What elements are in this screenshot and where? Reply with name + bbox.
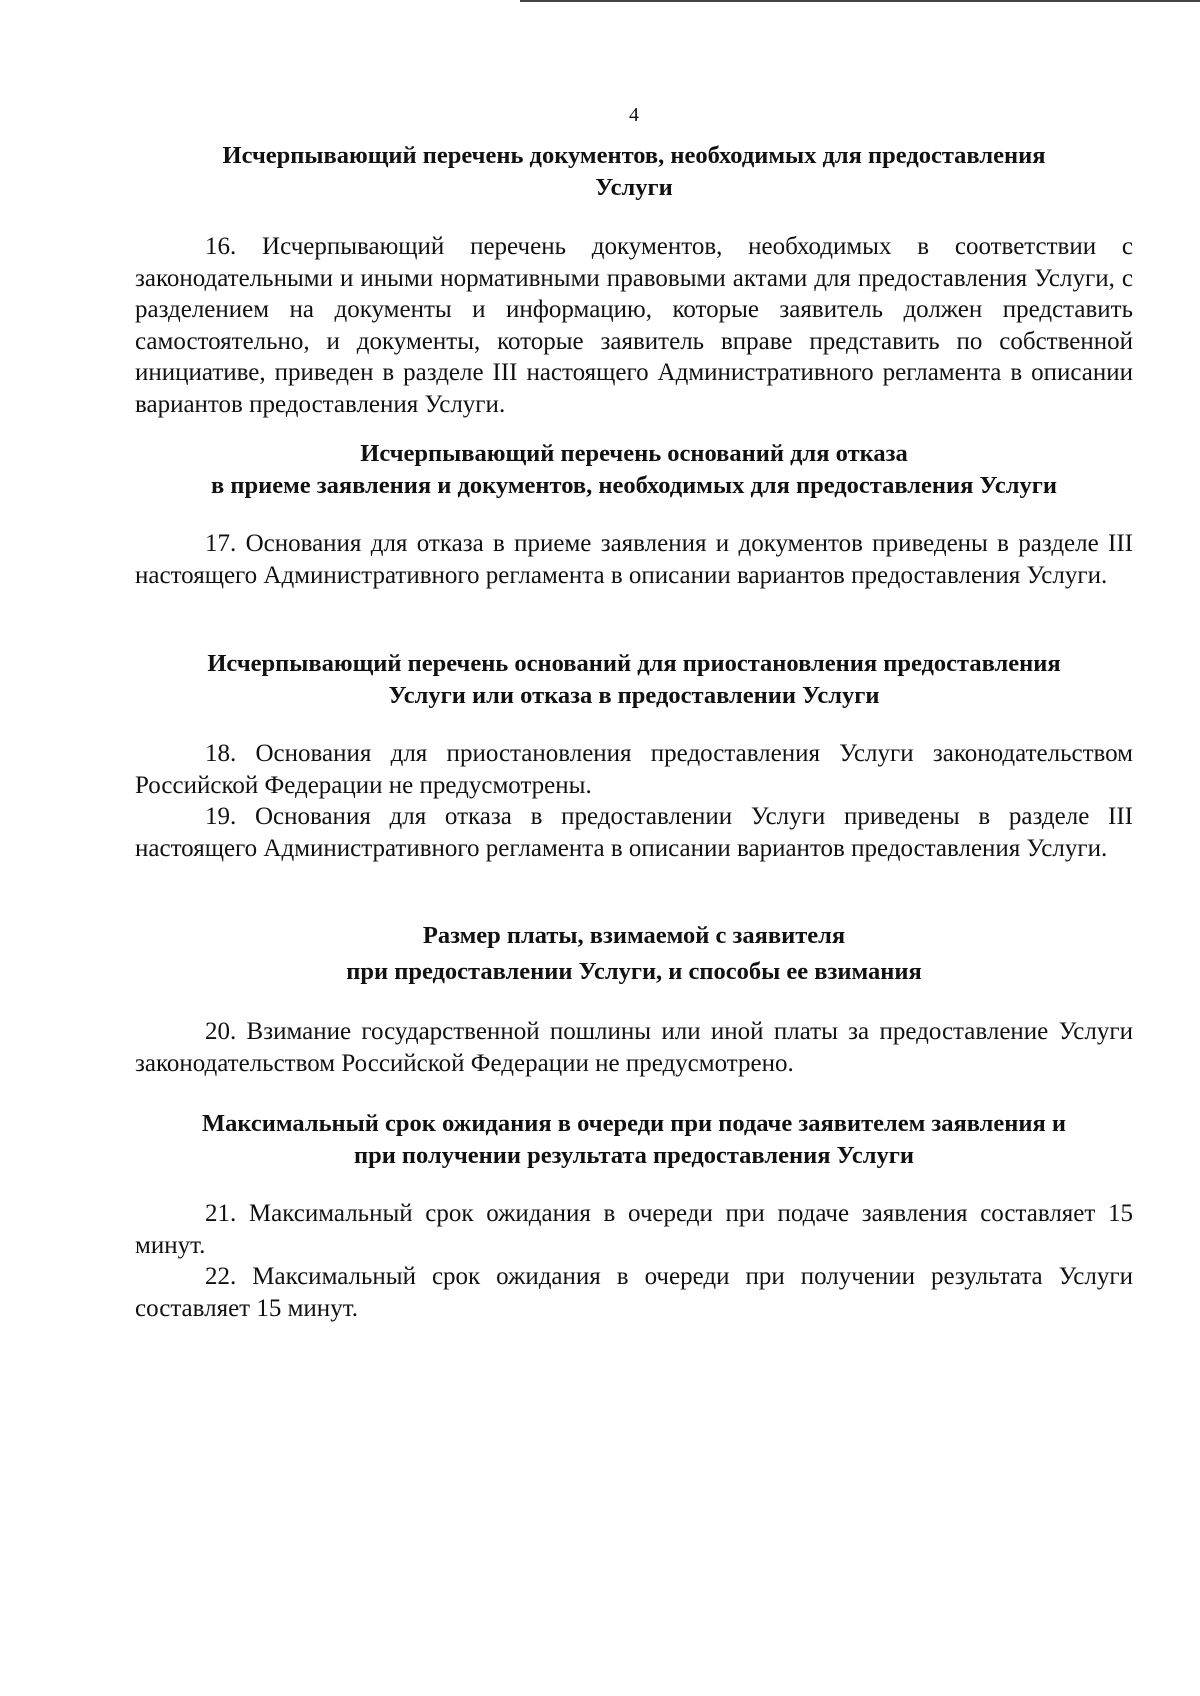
heading-line: при получении результата предоставления Услуги bbox=[353, 1142, 915, 1169]
heading-line: Исчерпывающий перечень документов, необходимых для предоставления bbox=[222, 142, 1046, 169]
heading-line: при предоставлении Услуги, и способы ее взимания bbox=[346, 958, 922, 985]
paragraph-17: 17. Основания для отказа в приеме заявления и документов приведены в разделе III настоящего Административного регламента в описании вариантов предоставления Услуги. bbox=[135, 530, 1133, 589]
section-heading bbox=[135, 918, 1133, 990]
paragraph-22: 22. Максимальный срок ожидания в очереди при получении результата Услуги составляет 15 минут. bbox=[135, 1263, 1133, 1322]
heading-line: в приеме заявления и документов, необходимых для предоставления Услуги bbox=[211, 472, 1057, 499]
section-heading bbox=[135, 1108, 1133, 1172]
heading-line: Исчерпывающий перечень оснований для приостановления предоставления bbox=[207, 650, 1061, 677]
section-heading bbox=[135, 438, 1133, 502]
section-waiting-time bbox=[135, 1108, 1133, 1324]
document-page bbox=[135, 0, 1133, 1696]
section-refusal-acceptance bbox=[135, 438, 1133, 591]
section-fees bbox=[135, 918, 1133, 1079]
paragraph-18: 18. Основания для приостановления предоставления Услуги законодательством Российской Федерации не предусмотрены. bbox=[135, 740, 1133, 799]
section-heading bbox=[135, 648, 1133, 712]
heading-line: Размер платы, взимаемой с заявителя bbox=[422, 922, 846, 949]
heading-line: Максимальный срок ожидания в очереди при подаче заявителем заявления и bbox=[201, 1110, 1067, 1137]
paragraph-16: 16. Исчерпывающий перечень документов, необходимых в соответствии с законодательными и иными нормативными правовыми актами для предоставления Услуги, с разделением на документы и информацию, которые заявитель должен представить самостоятельно, и документы, которые заявитель вправе представить по собственной инициативе, приведен в разделе III настоящего Административного регламента в описании вариантов предоставления Услуги. bbox=[135, 233, 1133, 418]
page-number: 4 bbox=[629, 104, 639, 126]
paragraph-20: 20. Взимание государственной пошлины или иной платы за предоставление Услуги законодательством Российской Федерации не предусмотрено. bbox=[135, 1018, 1133, 1077]
paragraph-21: 21. Максимальный срок ожидания в очереди при подаче заявления составляет 15 минут. bbox=[135, 1200, 1133, 1259]
section-suspension bbox=[135, 648, 1133, 864]
paragraph-19: 19. Основания для отказа в предоставлении Услуги приведены в разделе III настоящего Административного регламента в описании вариантов предоставления Услуги. bbox=[135, 803, 1133, 862]
heading-line: Услуги bbox=[595, 174, 673, 201]
section-heading bbox=[135, 140, 1133, 204]
heading-line: Исчерпывающий перечень оснований для отказа bbox=[360, 440, 908, 467]
heading-line: Услуги или отказа в предоставлении Услуги bbox=[388, 682, 880, 709]
section-documents-list bbox=[135, 140, 1133, 420]
